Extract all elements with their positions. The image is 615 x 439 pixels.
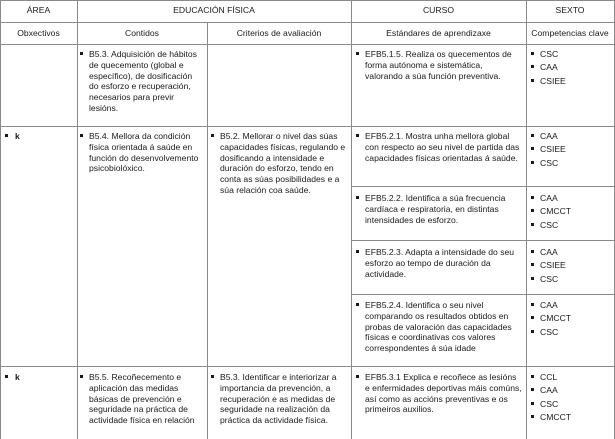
- competence-item: CSIEE: [531, 260, 611, 271]
- standard-cell: [356, 131, 522, 166]
- col-divider-2: [207, 22, 208, 439]
- standard-text: EFB5.2.1. Mostra unha mellora global con respecto ao seu nivel de partida das capacidades físicas orientadas á saúde.: [356, 131, 522, 163]
- row-divider-2: [0, 366, 615, 367]
- standard-text: EFB5.2.3. Adapta a intensidade do seu esforzo ao tempo de duración da actividade.: [356, 247, 522, 279]
- objective-item: k: [5, 131, 20, 142]
- competence-item: CAA: [531, 385, 611, 396]
- header-contents: Contidos: [125, 28, 159, 38]
- criteria-text: B5.2. Mellorar o nivel das súas capacidades físicas, regulando e dosificando a intensidade e duración do esforzo, tendo en conta as súas posibilidades e a súa relación coa saúde.: [211, 131, 348, 196]
- competence-item: CSC: [531, 274, 611, 285]
- standard-divider-3: [351, 294, 615, 295]
- table-border-left: [0, 0, 1, 439]
- competence-item: CAA: [531, 300, 611, 311]
- competences-cell: [531, 49, 611, 89]
- standard-text: EFB5.2.2. Identifica a súa frecuencia cardíaca e respiratoria, en distintas intensidades de esforzo.: [356, 193, 522, 225]
- competence-item: CSIEE: [531, 144, 611, 155]
- standard-text: EFB5.3.1 Explica e recoñece as lesións e enfermidades deportivas máis comúns, así como as accións preventivas e os primeiros auxilios.: [356, 372, 522, 415]
- header-competences: Competencias clave: [531, 28, 609, 38]
- contents-cell: [80, 49, 201, 116]
- competence-item: CSC: [531, 49, 611, 60]
- col-divider-1: [77, 0, 78, 439]
- competence-item: CMCCT: [531, 206, 611, 217]
- header-standards: Estándares de aprendizaxe: [386, 28, 491, 38]
- competence-item: CMCCT: [531, 412, 611, 423]
- standard-cell: [356, 372, 522, 418]
- competence-item: CSC: [531, 220, 611, 231]
- competence-item: CCL: [531, 372, 611, 383]
- competence-item: CAA: [531, 62, 611, 73]
- header-bottom: [0, 44, 615, 45]
- competence-item: CAA: [531, 193, 611, 204]
- competences-cell: [531, 131, 611, 171]
- criteria-cell: [211, 372, 348, 429]
- competence-item: CMCCT: [531, 313, 611, 324]
- standard-cell: [356, 247, 522, 282]
- criteria-text: B5.3. Identificar e interiorizar a importancia da prevención, a recuperación e as medidas de seguridade na realización da práctica da actividade física.: [211, 372, 348, 426]
- header-criteria: Criterios de avaliación: [236, 28, 322, 38]
- header-curso: CURSO: [422, 5, 455, 15]
- standard-divider-2: [351, 240, 615, 241]
- contents-text: B5.3. Adquisición de hábitos de quecemento (global e específico), de dosificación do esforzo e recuperación, necesarios para previr lesións.: [80, 49, 201, 114]
- col-divider-4: [526, 0, 527, 439]
- header-objectives: Obxectivos: [17, 28, 60, 38]
- contents-text: B5.4. Mellora da condición física orientada á saúde en función do desenvolvemento psicobiolóxico.: [80, 131, 201, 174]
- criteria-cell: [211, 131, 348, 198]
- standard-cell: [356, 49, 522, 84]
- competence-item: CSIEE: [531, 76, 611, 87]
- row-divider-1: [0, 126, 615, 127]
- standard-cell: [356, 300, 522, 357]
- col-divider-3: [351, 0, 352, 439]
- competence-item: CSC: [531, 158, 611, 169]
- standard-text: EFB5.1.5. Realiza os quecementos de forma autónoma e sistemática, valorando a súa función preventiva.: [356, 49, 522, 81]
- header-grade: SEXTO: [555, 5, 585, 15]
- competence-item: CAA: [531, 131, 611, 142]
- objective-item: k: [5, 372, 20, 383]
- competences-cell: [531, 300, 611, 340]
- contents-cell: [80, 372, 201, 429]
- competence-item: CSC: [531, 327, 611, 338]
- standard-cell: [356, 193, 522, 228]
- header-area: ÁREA: [26, 5, 51, 15]
- competence-item: CSC: [531, 399, 611, 410]
- header-divider: [0, 22, 615, 23]
- competences-cell: [531, 247, 611, 287]
- header-subject: EDUCACIÓN FÍSICA: [173, 5, 255, 15]
- standard-text: EFB5.2.4. Identifica o seu nivel comparando os resultados obtidos en probas de valoración das capacidades físicas e coordinativas cos valores correspondentes á súa idade: [356, 300, 522, 354]
- contents-cell: [80, 131, 201, 177]
- competences-cell: [531, 193, 611, 233]
- table-border-top: [0, 0, 615, 1]
- competence-item: CAA: [531, 247, 611, 258]
- competences-cell: [531, 372, 611, 425]
- contents-text: B5.5. Recoñecemento e aplicación das medidas básicas de prevención e seguridade na práctica de actividade física en relación: [80, 372, 201, 426]
- standard-divider-1: [351, 186, 615, 187]
